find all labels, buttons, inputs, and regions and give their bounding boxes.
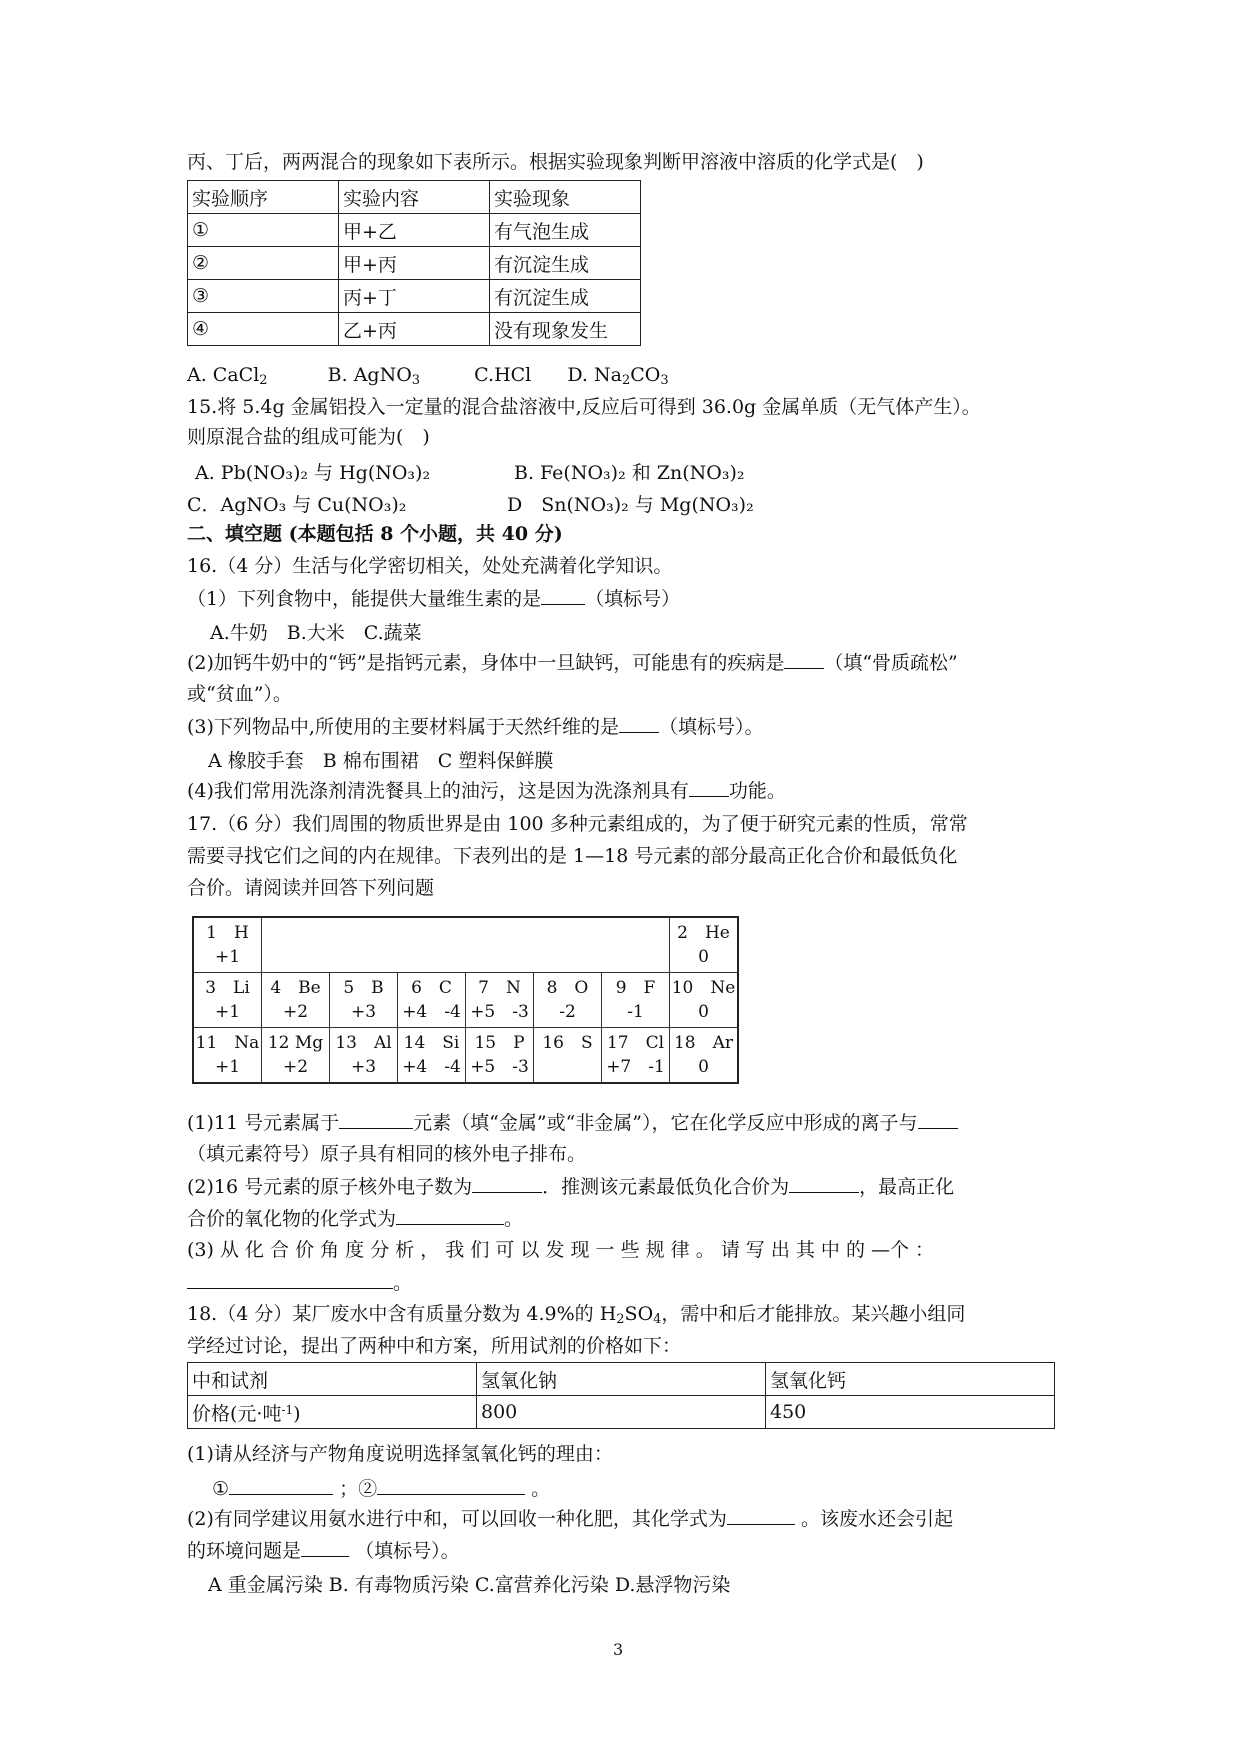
element-cell: 7 N +5 -3 [466,973,534,1028]
question-17-stem-3: 合价。请阅读并回答下列问题 [187,877,435,899]
question-16-part3-options: A 橡胶手套 B 棉布围裙 C 塑料保鲜膜 [208,750,554,772]
question-18-stem-2: 学经过讨论，提出了两种中和方案，所用试剂的价格如下： [187,1335,682,1357]
table-row [188,280,641,313]
table-cell: 450 [766,1396,1055,1429]
table-cell: ① [188,214,339,247]
answer-blank[interactable] [377,1476,525,1495]
question-14-stem: 丙、丁后，两两混合的现象如下表所示。根据实验现象判断甲溶液中溶质的化学式是( ) [187,151,924,173]
element-cell: 16 S [534,1028,602,1084]
answer-blank[interactable] [396,1206,504,1225]
question-16-part2: (2)加钙牛奶中的“钙”是指钙元素，身体中一旦缺钙，可能患有的疾病是 （填“骨质疏松” [187,652,958,674]
table-header: 实验内容 [339,181,490,214]
answer-blank[interactable] [689,778,729,797]
table-cell: 丙+丁 [339,280,490,313]
table-cell: 有沉淀生成 [490,280,641,313]
element-cell: 13 Al +3 [330,1028,398,1084]
question-16-part4: (4)我们常用洗涤剂清洗餐具上的油污，这是因为洗涤剂具有 功能。 [187,780,786,802]
question-17-stem-1: 17.（6 分）我们周围的物质世界是由 100 多种元素组成的，为了便于研究元素的性质，常常 [187,813,968,835]
question-18-part1: (1)请从经济与产物角度说明选择氢氧化钙的理由： [187,1443,613,1465]
question-15-option-c: C．AgNO₃ 与 Cu(NO₃)₂ [187,494,407,516]
element-cell-h: 1 H +1 [193,917,262,973]
element-cell: 11 Na +1 [193,1028,262,1084]
table-header: 实验现象 [490,181,641,214]
element-cell: 4 Be +2 [262,973,330,1028]
element-cell: 12 Mg +2 [262,1028,330,1084]
question-15-line1: 15.将 5.4g 金属铝投入一定量的混合盐溶液中,反应后可得到 36.0g 金属单质（无气体产生）。 [187,396,981,418]
answer-blank[interactable] [339,1110,413,1129]
element-cell: 10 Ne 0 [670,973,739,1028]
answer-blank[interactable] [918,1110,958,1129]
element-cell: 3 Li +1 [193,973,262,1028]
element-cell: 8 O -2 [534,973,602,1028]
question-17-part2-line2: 合价的氧化物的化学式为 。 [187,1208,524,1230]
question-18-part2-line2: 的环境问题是 （填标号）。 [187,1540,460,1562]
price-table [187,1362,1055,1429]
table-row [188,181,641,214]
table-row [188,1396,1055,1429]
answer-blank[interactable] [472,1174,542,1193]
question-15-option-d: D Sn(NO₃)₂ 与 Mg(NO₃)₂ [507,494,754,516]
element-cell: 5 B +3 [330,973,398,1028]
element-table [192,916,739,1084]
element-cell: 17 Cl +7 -1 [602,1028,670,1084]
answer-blank[interactable] [727,1506,795,1525]
question-17-part1: (1)11 号元素属于 元素（填“金属”或“非金属”），它在化学反应中形成的离子与 [187,1110,958,1135]
question-15-option-a: A. Pb(NO₃)₂ 与 Hg(NO₃)₂ [195,462,431,484]
table-cell: 甲+乙 [339,214,490,247]
question-16-part3: (3)下列物品中,所使用的主要材料属于天然纤维的是 （填标号）。 [187,716,764,738]
table-cell: 有气泡生成 [490,214,641,247]
page-number: 3 [613,1640,624,1659]
question-17-part2: (2)16 号元素的原子核外电子数为 ．推测该元素最低负化合价为 ，最高正化 [187,1176,955,1198]
table-cell: 中和试剂 [188,1363,477,1396]
table-row [188,313,641,346]
question-17-part1-line2: （填元素符号）原子具有相同的核外电子排布。 [187,1143,587,1165]
section-title: 二、填空题 (本题包括 8 个小题，共 40 分) [187,523,563,545]
element-cell: 18 Ar 0 [670,1028,739,1084]
answer-blank[interactable] [229,1476,333,1495]
option-d: D. $Na_2CO_3$ [567,364,669,388]
question-16-part1: （1）下列食物中，能提供大量维生素的是 （填标号） [187,588,681,610]
table-cell: 800 [477,1396,766,1429]
question-17-stem-2: 需要寻找它们之间的内在规律。下表列出的是 1—18 号元素的部分最高正化合价和最低负化 [187,845,958,867]
table-cell: 乙+丙 [339,313,490,346]
question-15-line2: 则原混合盐的组成可能为( ) [187,426,430,448]
option-c: C.HCl [474,364,532,386]
table-cell: ④ [188,313,339,346]
table-cell: 氢氧化钙 [766,1363,1055,1396]
experiment-table [187,180,641,346]
question-18-part1-answers: ① ；② 。 [212,1478,551,1500]
option-b: B. AgNO$_3$ [327,364,421,388]
table-row [188,247,641,280]
question-15-option-b: B. Fe(NO₃)₂ 和 Zn(NO₃)₂ [514,462,745,484]
table-row [188,214,641,247]
question-16-stem: 16.（4 分）生活与化学密切相关，处处充满着化学知识。 [187,555,673,577]
table-cell: 氢氧化钠 [477,1363,766,1396]
table-header: 实验顺序 [188,181,339,214]
question-14-options [187,363,669,393]
table-cell: 有沉淀生成 [490,247,641,280]
question-18-part2: (2)有同学建议用氨水进行中和，可以回收一种化肥，其化学式为 。该废水还会引起 [187,1508,953,1530]
answer-blank[interactable] [619,714,659,733]
question-16-part1-options: A.牛奶 B.大米 C.蔬菜 [210,622,422,644]
table-cell: 没有现象发生 [490,313,641,346]
answer-blank[interactable] [784,650,824,669]
answer-blank[interactable] [301,1538,349,1557]
element-cell: 9 F -1 [602,973,670,1028]
table-cell: ③ [188,280,339,313]
table-row [188,1363,1055,1396]
element-cell: 6 C +4 -4 [398,973,466,1028]
element-cell-he: 2 He 0 [670,917,739,973]
element-cell: 15 P +5 -3 [466,1028,534,1084]
question-18-part2-options: A 重金属污染 B. 有毒物质污染 C.富营养化污染 D.悬浮物污染 [208,1574,731,1596]
table-cell: 价格(元·吨$^{-1}$) [188,1396,477,1429]
answer-blank[interactable] [541,586,585,605]
question-17-part3: (3) 从 化 合 价 角 度 分 析 ， 我 们 可 以 发 现 一 些 规 律 。 请 写 出 其 中 的 —个 ： [187,1239,935,1261]
table-cell: 甲+丙 [339,247,490,280]
option-a: A. CaCl$_2$ [187,364,268,388]
element-cell: 14 Si +4 -4 [398,1028,466,1084]
question-18-stem-1: 18.（4 分）某厂废水中含有质量分数为 4.9%的 $H_2SO_4$，需中和后才能排放。某兴趣小组同 [187,1303,966,1327]
answer-blank[interactable] [789,1174,859,1193]
answer-blank[interactable] [187,1270,393,1289]
table-cell: ② [188,247,339,280]
question-17-part3-line2: 。 [187,1270,412,1295]
question-16-part2-line2: 或“贫血”）。 [187,683,292,705]
